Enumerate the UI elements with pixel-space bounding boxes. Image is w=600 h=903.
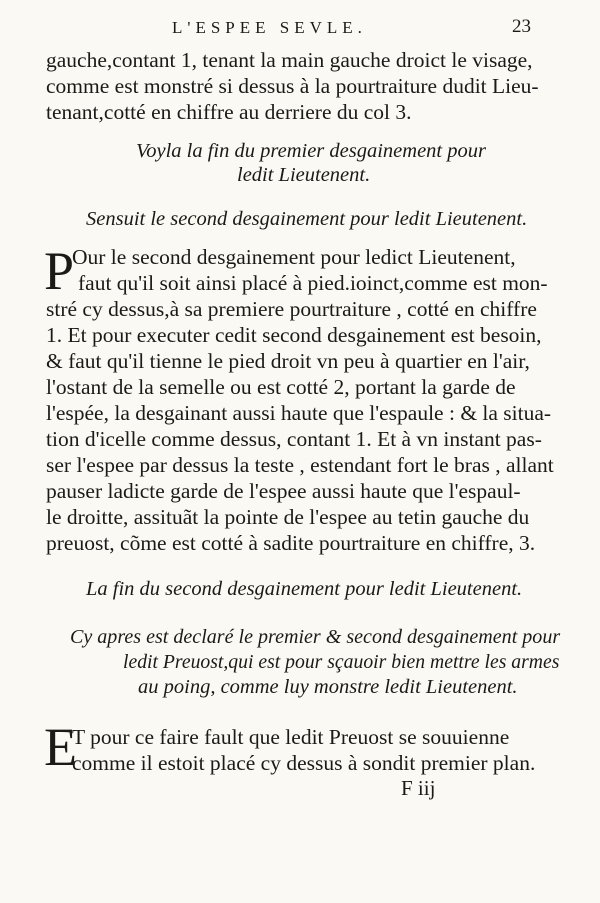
page-number: 23 bbox=[512, 16, 531, 37]
text-line: & faut qu'il tienne le pied droit vn peu à quartier en l'air, bbox=[46, 349, 530, 373]
text-line: preuost, cõme est cotté à sadite pourtraiture en chiffre, 3. bbox=[46, 531, 536, 555]
text-line: comme il estoit placé cy dessus à sondit premier plan. bbox=[72, 751, 536, 775]
text-line: tion d'icelle comme dessus, contant 1. Et à vn instant pas- bbox=[46, 427, 542, 451]
text-line: gauche,contant 1, tenant la main gauche droict le visage, bbox=[46, 48, 533, 72]
text-line: le droitte, assituãt la pointe de l'espee au tetin gauche du bbox=[46, 505, 530, 529]
signature-mark: F iij bbox=[401, 776, 436, 800]
text-line: l'espée, la desgainant aussi haute que l'espaule : & la situa- bbox=[46, 401, 552, 425]
text-line: stré cy dessus,à sa premiere pourtraiture , cotté en chiffre bbox=[46, 297, 537, 321]
section-heading: Cy apres est declaré le premier & second desgainement pour bbox=[70, 626, 561, 648]
text-line: pauser ladicte garde de l'espee aussi haute que l'espaul- bbox=[46, 479, 521, 503]
section-heading: Voyla la fin du premier desgainement pour bbox=[136, 140, 486, 162]
text-line: tenant,cotté en chiffre au derriere du col 3. bbox=[46, 100, 412, 124]
section-heading: ledit Preuost,qui est pour sçauoir bien mettre les armes bbox=[123, 651, 560, 673]
section-heading: Sensuit le second desgainement pour ledit Lieutenent. bbox=[86, 208, 528, 230]
section-heading: ledit Lieutenent. bbox=[237, 164, 371, 186]
drop-cap: P bbox=[44, 241, 75, 301]
text-line: comme est monstré si dessus à la pourtraiture dudit Lieu- bbox=[46, 74, 539, 98]
text-line: Our le second desgainement pour ledict Lieutenent, bbox=[72, 245, 516, 269]
text-line: l'ostant de la semelle ou est cotté 2, portant la garde de bbox=[46, 375, 516, 399]
text-line: 1. Et pour executer cedit second desgainement est besoin, bbox=[46, 323, 542, 347]
running-head-title: L'ESPEE SEVLE. bbox=[172, 18, 367, 37]
section-heading: au poing, comme luy monstre ledit Lieutenent. bbox=[138, 676, 518, 698]
text-line: faut qu'il soit ainsi placé à pied.ioinct,comme est mon- bbox=[78, 271, 548, 295]
drop-cap: E bbox=[44, 717, 77, 777]
text-line: ser l'espee par dessus la teste , estendant fort le bras , allant bbox=[46, 453, 554, 477]
section-heading: La fin du second desgainement pour ledit Lieutenent. bbox=[86, 578, 523, 600]
text-line: T pour ce faire fault que ledit Preuost se souuienne bbox=[72, 725, 510, 749]
running-head bbox=[0, 14, 600, 40]
